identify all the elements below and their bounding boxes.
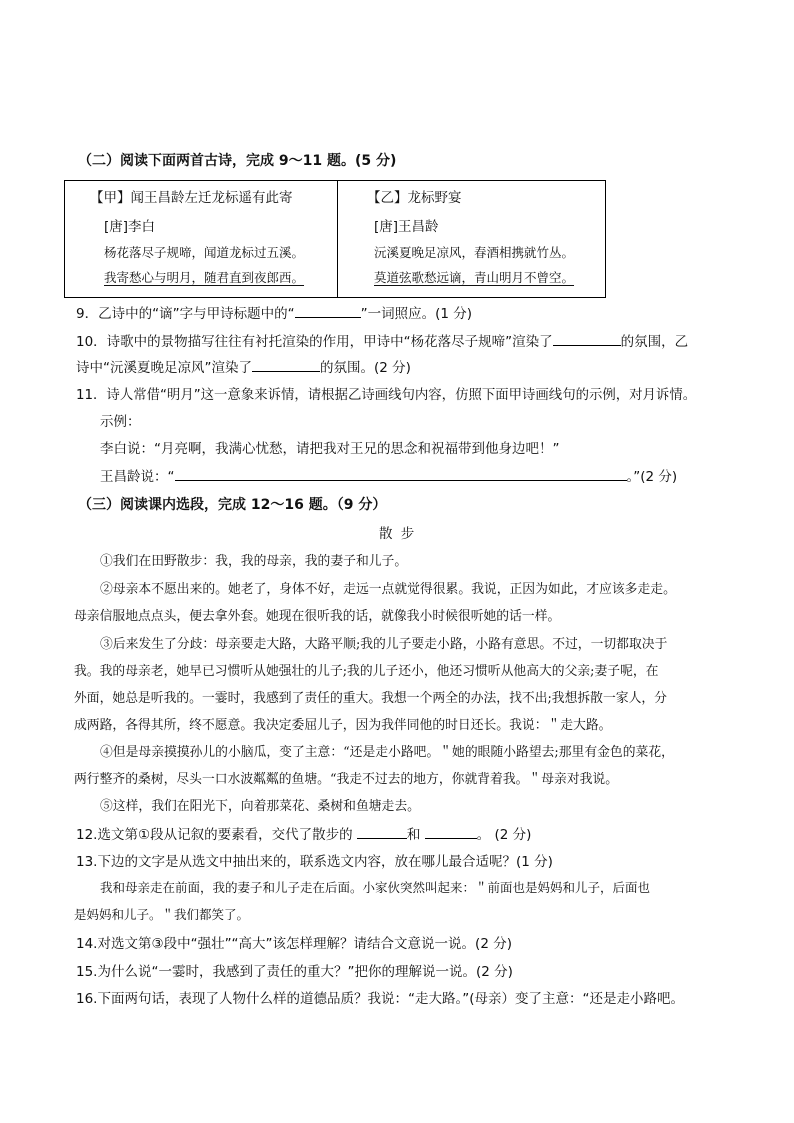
question-9-text-post: ”一词照应。(1 分): [360, 306, 472, 322]
answer-blank[interactable]: [357, 826, 407, 839]
paragraph-2-line-2: 母亲信服地点点头，便去拿外套。她现在很听我的话，就像我小时候很听她的话一样。: [74, 609, 561, 624]
paragraph-1: ①我们在田野散步：我，我的母亲，我的妻子和儿子。: [100, 554, 408, 569]
question-13-quote-line-1: 我和母亲走在前面，我的妻子和儿子走在后面。小家伙突然叫起来：＂前面也是妈妈和儿子，后面也: [100, 880, 651, 895]
question-13: 13.下边的文字是从选文中抽出来的，联系选文内容，放在哪儿最合适呢？(1 分): [76, 854, 553, 870]
poem-b-title: 【乙】龙标野宴: [367, 190, 462, 206]
question-10-text-post: 的氛围，乙: [620, 334, 689, 350]
answer-blank[interactable]: [553, 333, 621, 346]
article-title: 散 步: [379, 526, 417, 542]
question-10-line-2: [76, 356, 411, 376]
question-12-text-post: 。 (2 分): [476, 827, 532, 843]
poem-b-author: [唐]王昌龄: [374, 219, 439, 235]
paragraph-3-line-2: 我。我的母亲老，她早已习惯听从她强壮的儿子;我的儿子还小，他还习惯听从他高大的父亲;妻子呢，在: [74, 664, 659, 679]
paragraph-3-line-3: 外面，她总是听我的。一霎时，我感到了责任的重大。我想一个两全的办法，找不出;我想拆散一家人，分: [74, 691, 667, 706]
section-2-title: （二）阅读下面两首古诗，完成 9～11 题。(5 分): [78, 153, 397, 169]
paragraph-4-line-1: ④但是母亲摸摸孙儿的小脑瓜，变了主意：“还是走小路吧。＂她的眼随小路望去;那里有金色的菜花，: [100, 745, 674, 760]
question-12: [76, 823, 531, 843]
poem-a-line-1: 杨花落尽子规啼，闻道龙标过五溪。: [104, 245, 305, 260]
libai-example: 李白说：“月亮啊，我满心忧愁，请把我对王兄的思念和祝福带到他身边吧！”: [100, 441, 560, 457]
wang-text-pre: 王昌龄说：“: [100, 469, 175, 485]
question-16: 16.下面两句话，表现了人物什么样的道德品质？我说：“走大路。”(母亲）变了主意：“还是走小路吧。: [76, 991, 684, 1007]
section-3-title: （三）阅读课内选段，完成 12～16 题。（9 分）: [78, 497, 387, 513]
paragraph-2-line-1: ②母亲本不愿出来的。她老了，身体不好，走远一点就觉得很累。我说，正因为如此，才应该多走走。: [100, 582, 676, 597]
paragraph-4-line-2: 两行整齐的桑树，尽头一口水波粼粼的鱼塘。“我走不过去的地方，你就背着我。＂母亲对我说。: [74, 772, 619, 787]
paragraph-3-line-1: ③后来发生了分歧：母亲要走大路，大路平顺;我的儿子要走小路，小路有意思。不过，一切都取决于: [100, 637, 668, 652]
question-9: [76, 302, 472, 322]
question-10-text-pre: 10．诗歌中的景物描写往往有衬托渲染的作用，甲诗中“杨花落尽子规啼”渲染了: [76, 334, 553, 350]
answer-blank[interactable]: [175, 468, 627, 481]
question-10-line-1: [76, 330, 688, 350]
answer-blank[interactable]: [425, 826, 477, 839]
question-12-text-pre: 12.选文第①段从记叙的要素看，交代了散步的: [76, 827, 357, 843]
poem-b-line-2: 莫道弦歌愁远谪，青山明月不曾空。: [374, 270, 575, 285]
answer-blank[interactable]: [252, 359, 320, 372]
poem-a-author: [唐]李白: [104, 219, 156, 235]
poem-table-divider: [337, 180, 338, 298]
question-10-text-pre: 诗中“沅溪夏晚足凉风”渲染了: [76, 360, 252, 376]
question-13-quote-line-2: 是妈妈和儿子。＂我们都笑了。: [74, 907, 250, 922]
poem-b-line-1: 沅溪夏晚足凉风，春酒相携就竹丛。: [374, 245, 575, 260]
wang-text-post: 。”(2 分): [626, 469, 678, 485]
paragraph-5: ⑤这样，我们在阳光下，向着那菜花、桑树和鱼塘走去。: [100, 799, 420, 814]
question-11: 11．诗人常借“明月”这一意象来诉情，请根据乙诗画线句内容，仿照下面甲诗画线句的示例，对月诉情。: [76, 388, 697, 403]
paragraph-3-line-4: 成两路，各得其所，终不愿意。我决定委屈儿子，因为我伴同他的时日还长。我说：＂走大路。: [74, 718, 612, 733]
answer-blank[interactable]: [295, 305, 361, 318]
wang-answer-line: [100, 465, 677, 485]
question-9-text-pre: 9．乙诗中的“谪”字与甲诗标题中的“: [76, 306, 295, 322]
poem-a-title: 【甲】闻王昌龄左迁龙标遥有此寄: [90, 190, 293, 206]
question-14: 14.对选文第③段中“强壮”“高大”该怎样理解？请结合文意说一说。(2 分): [76, 936, 512, 952]
question-12-text-mid: 和: [406, 827, 425, 843]
example-label: 示例：: [100, 414, 141, 430]
question-15: 15.为什么说“一霎时，我感到了责任的重大？”把你的理解说一说。(2 分): [76, 964, 513, 980]
poem-a-line-2: 我寄愁心与明月，随君直到夜郎西。: [104, 270, 305, 285]
question-10-text-post: 的氛围。(2 分): [320, 360, 411, 376]
